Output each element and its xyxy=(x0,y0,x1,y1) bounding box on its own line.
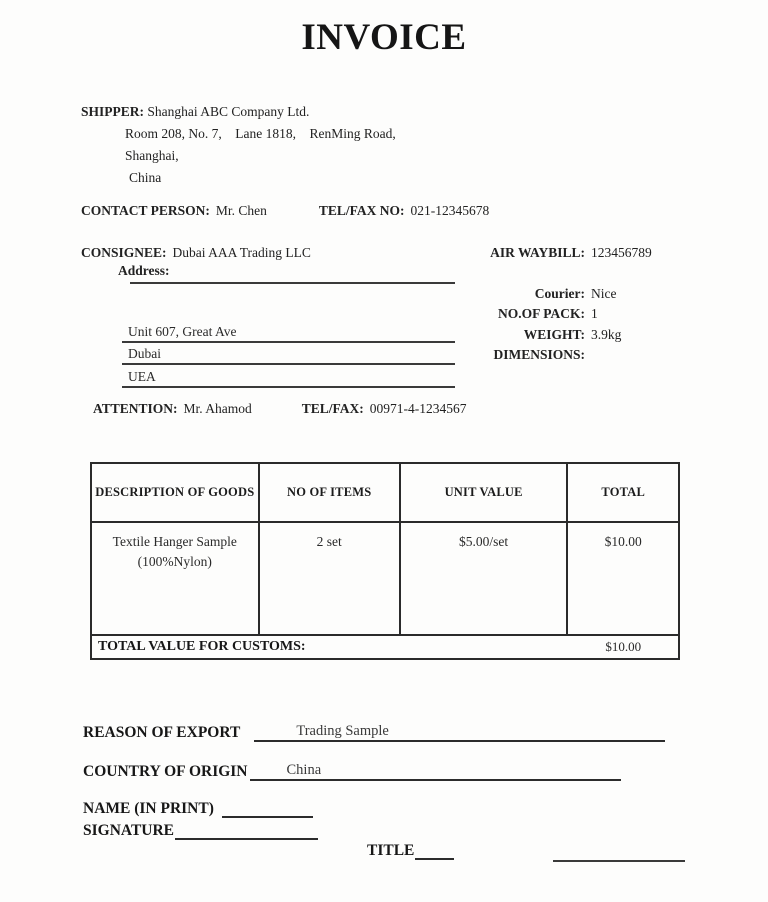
attention-telfax-value: 00971-4-1234567 xyxy=(369,401,467,416)
description-line1: Textile Hanger Sample xyxy=(112,534,237,549)
name-in-print-label: NAME (IN PRINT) xyxy=(83,800,214,817)
consignee-address-line2: Dubai xyxy=(128,346,161,361)
weight-line xyxy=(455,327,621,343)
weight-value: 3.9kg xyxy=(591,327,622,342)
attention-telfax-label: TEL/FAX: xyxy=(301,401,364,416)
header-total: TOTAL xyxy=(601,485,645,499)
address-rule-1 xyxy=(122,341,455,343)
shipper-label: SHIPPER: xyxy=(81,104,145,119)
header-description: DESCRIPTION OF GOODS xyxy=(92,464,260,521)
address-rule-2 xyxy=(122,363,455,365)
cell-unit-value: $5.00/set xyxy=(401,523,569,634)
consignee-address-line1: Unit 607, Great Ave xyxy=(128,324,237,339)
description-line2: (100%Nylon) xyxy=(137,554,212,569)
air-waybill-value: 123456789 xyxy=(591,245,652,260)
shipper-line xyxy=(81,101,396,123)
title-label: TITLE xyxy=(367,842,415,859)
signature-field xyxy=(175,838,318,840)
shipper-section xyxy=(81,101,396,189)
reason-of-export-row xyxy=(83,722,665,742)
goods-table-row xyxy=(92,523,678,636)
country-of-origin-field xyxy=(250,761,621,781)
shipper-address-line1: Room 208, No. 7, Lane 1818, RenMing Road, xyxy=(125,126,396,141)
no-of-pack-label: NO.OF PACK: xyxy=(498,306,585,321)
signature-row xyxy=(83,822,318,840)
consignee-label: CONSIGNEE: xyxy=(81,245,167,260)
total-customs-label: TOTAL VALUE FOR CUSTOMS: xyxy=(98,639,306,654)
shipper-name: Shanghai ABC Company Ltd. xyxy=(147,104,310,119)
header-no-of-items: NO OF ITEMS xyxy=(260,464,401,521)
total-customs-value: $10.00 xyxy=(605,639,642,654)
consignee-line xyxy=(81,245,311,261)
shipper-address-line3: China xyxy=(129,170,162,185)
goods-table-footer-row xyxy=(92,636,678,658)
address-blank-line xyxy=(130,282,455,284)
courier-label: Courier: xyxy=(534,286,585,301)
contact-person-line xyxy=(81,203,489,219)
consignee-name: Dubai AAA Trading LLC xyxy=(172,245,311,260)
address-rule-3 xyxy=(122,386,455,388)
goods-table xyxy=(90,462,680,660)
goods-table-header-row xyxy=(92,464,678,523)
reason-of-export-value: Trading Sample xyxy=(296,723,389,739)
courier-line xyxy=(455,286,616,302)
name-in-print-field xyxy=(222,816,313,818)
contact-telfax-label: TEL/FAX NO: xyxy=(318,203,405,218)
contact-telfax-value: 021-12345678 xyxy=(410,203,490,218)
attention-label: ATTENTION: xyxy=(93,401,178,416)
dimensions-line xyxy=(455,347,591,363)
attention-line xyxy=(93,401,467,417)
consignee-address-label: Address: xyxy=(118,263,170,278)
no-of-pack-value: 1 xyxy=(591,306,598,321)
reason-of-export-label: REASON OF EXPORT xyxy=(83,724,241,741)
attention-value: Mr. Ahamod xyxy=(183,401,252,416)
title-field xyxy=(415,858,454,860)
consignee-address-line3: UEA xyxy=(128,369,156,384)
reason-of-export-field xyxy=(254,722,665,742)
shipper-address-line2: Shanghai, xyxy=(125,148,179,163)
contact-person-value: Mr. Chen xyxy=(215,203,267,218)
signature-label: SIGNATURE xyxy=(83,822,175,839)
weight-label: WEIGHT: xyxy=(523,327,585,342)
dimensions-label: DIMENSIONS: xyxy=(493,347,585,362)
extra-signature-line xyxy=(553,860,685,862)
name-in-print-row xyxy=(83,800,313,818)
contact-person-label: CONTACT PERSON: xyxy=(81,203,210,218)
cell-total: $10.00 xyxy=(604,534,642,549)
title-row xyxy=(367,842,454,860)
air-waybill-line xyxy=(455,245,652,261)
country-of-origin-value: China xyxy=(286,762,322,778)
cell-description xyxy=(92,523,260,634)
page-title: INVOICE xyxy=(301,17,467,58)
country-of-origin-row xyxy=(83,761,621,781)
cell-no-of-items: 2 set xyxy=(260,523,401,634)
courier-value: Nice xyxy=(591,286,617,301)
air-waybill-label: AIR WAYBILL: xyxy=(490,245,585,260)
country-of-origin-label: COUNTRY OF ORIGIN xyxy=(83,763,248,780)
no-of-pack-line xyxy=(455,306,598,322)
header-unit-value: UNIT VALUE xyxy=(401,464,569,521)
